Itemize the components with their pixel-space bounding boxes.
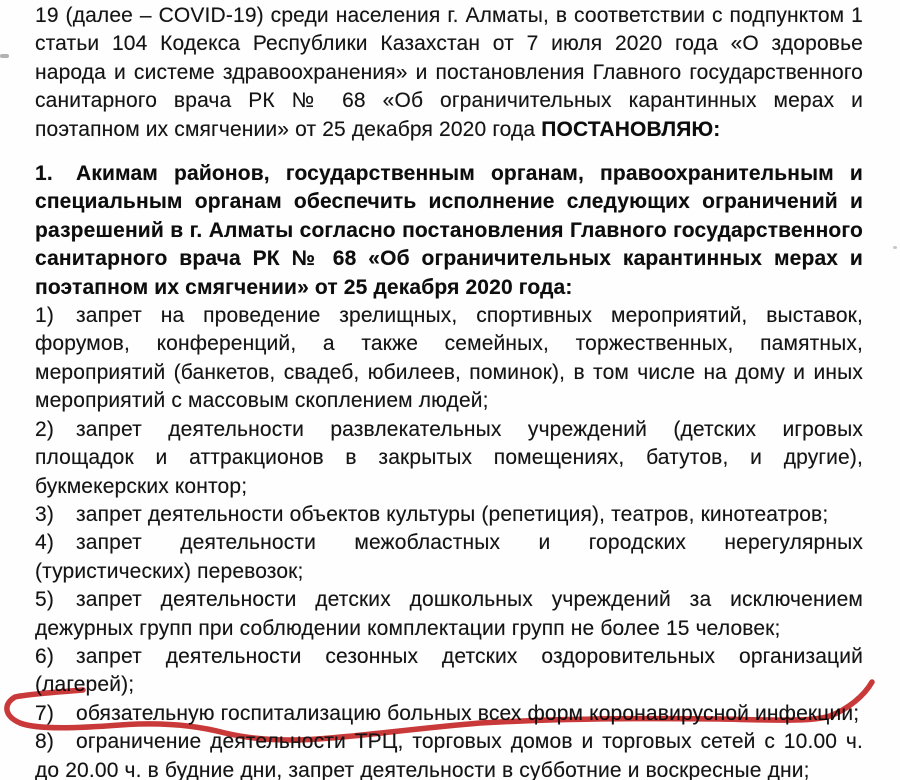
item-8-text: ограничение деятельности ТРЦ, торговых домов и торговых сетей с 10.00 ч. до 20.00 ч. в будние дни, запрет деятельности в субботние и воскресные дни; [35, 730, 863, 780]
item-4 [35, 529, 863, 586]
item-1 [35, 302, 863, 416]
intro-text: 19 (далее – COVID-19) среди населения г. Алматы, в соответствии с подпунктом 1 статьи 104 Кодекса Республики Казахстан от 7 июля 2020 года «О здоровье народа и системе здравоохранения» и постановления Главного государственного санитарного врача РК № 68 «Об ограничительных карантинных мерах и поэтапном их смягчении» от 25 декабря 2020 года [35, 4, 863, 141]
item-7-number: 7) [35, 701, 54, 725]
item-2-number: 2) [35, 417, 54, 441]
item-4-number: 4) [35, 531, 54, 555]
item-5 [35, 586, 863, 643]
item-3 [35, 501, 863, 529]
item-8 [35, 728, 863, 780]
item-6-text: запрет деятельности сезонных детских оздоровительных организаций (лагерей); [35, 644, 863, 697]
item-4-text: запрет деятельности межобластных и городских нерегулярных (туристических) перевозок; [35, 531, 863, 583]
item-1-text: запрет на проведение зрелищных, спортивных мероприятий, выставок, форумов, конференций, а также семейных, торжественных, памятных, мероприятий (банкетов, свадеб, юбилеев, поминок), в том числе на дому и иных мероприятий с массовым скоплением людей; [35, 304, 863, 413]
scan-artifact-left-dash [0, 54, 9, 58]
document-text-block [35, 2, 863, 780]
item-1-number: 1) [35, 304, 54, 328]
item-7-text: обязательную госпитализацию больных всех форм коронавирусной инфекции; [76, 701, 860, 725]
item-3-text: запрет деятельности объектов культуры (репетиция), театров, кинотеатров; [76, 502, 829, 526]
item-6 [35, 643, 863, 700]
item-7-circled [35, 700, 863, 728]
item-5-text: запрет деятельности детских дошкольных учреждений за исключением дежурных групп при соблюдении комплектации групп не более 15 человек; [35, 588, 863, 640]
item-6-number: 6) [35, 644, 54, 668]
scan-artifact-right-speck [893, 246, 897, 249]
clause-1-text: Акимам районов, государственным органам, правоохранительным и специальным органам обеспечить исполнение следующих ограничений и разрешений в г. Алматы согласно постановления Главного государственного санитарного врача РК № 68 «Об ограничительных карантинных мерах и поэтапном их смягчении» от 25 декабря 2020 года: [35, 162, 863, 299]
clause-1-number: 1. [35, 162, 53, 186]
item-8-number: 8) [35, 730, 54, 754]
item-2 [35, 416, 863, 501]
item-3-number: 3) [35, 502, 54, 526]
item-5-number: 5) [35, 588, 54, 612]
resolve-keyword: ПОСТАНОВЛЯЮ: [541, 117, 721, 141]
clause-1-paragraph [35, 160, 863, 302]
item-2-text: запрет деятельности развлекательных учреждений (детских игровых площадок и аттракционов в закрытых помещениях, батутов, и другие), букмекерских контор; [35, 417, 863, 498]
intro-paragraph [35, 2, 863, 144]
